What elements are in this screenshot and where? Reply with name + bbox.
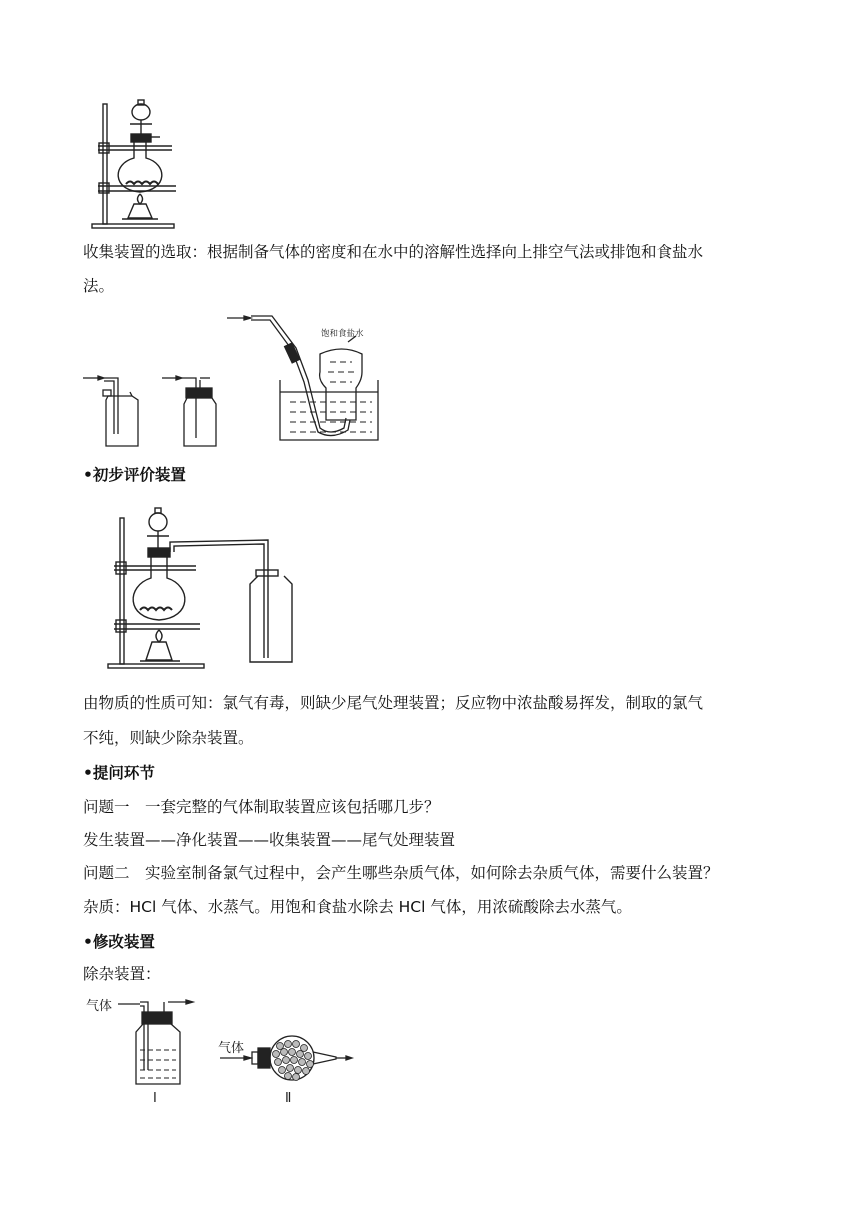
device-one-label: Ⅰ: [153, 1091, 157, 1106]
gas-label-1: 气体: [86, 999, 113, 1014]
preliminary-apparatus-figure: [0, 500, 860, 680]
question-heading: •提问环节: [83, 764, 155, 782]
device-two-label: Ⅱ: [285, 1091, 292, 1106]
evaluation-text-line1: 由物质的性质可知：氯气有毒，则缺少尾气处理装置；反应物中浓盐酸易挥发，制取的氯气: [83, 694, 704, 712]
answer-two: 杂质：HCl 气体、水蒸气。用饱和食盐水除去 HCl 气体，用浓硫酸除去水蒸气。: [83, 898, 632, 916]
evaluation-heading: •初步评价装置: [83, 466, 186, 484]
collection-text-line1: 收集装置的选取：根据制备气体的密度和在水中的溶解性选择向上排空气法或排饱和食盐水: [83, 243, 704, 261]
purify-label: 除杂装置：: [83, 965, 161, 983]
generation-apparatus-figure: [0, 0, 860, 240]
question-two: 问题二 实验室制备氯气过程中，会产生哪些杂质气体，如何除去杂质气体，需要什么装置？: [83, 864, 719, 882]
collection-text-line2: 法。: [83, 277, 115, 295]
question-one: 问题一 一套完整的气体制取装置应该包括哪几步？: [83, 798, 440, 816]
purification-devices-figure: [0, 990, 860, 1110]
modify-heading: •修改装置: [83, 933, 155, 951]
gas-label-2: 气体: [218, 1041, 245, 1056]
collection-methods-figure: [0, 308, 860, 448]
answer-one: 发生装置——净化装置——收集装置——尾气处理装置: [83, 831, 456, 849]
saturated-brine-label: 饱和食盐水: [321, 329, 364, 339]
evaluation-text-line2: 不纯，则缺少除杂装置。: [83, 729, 254, 747]
